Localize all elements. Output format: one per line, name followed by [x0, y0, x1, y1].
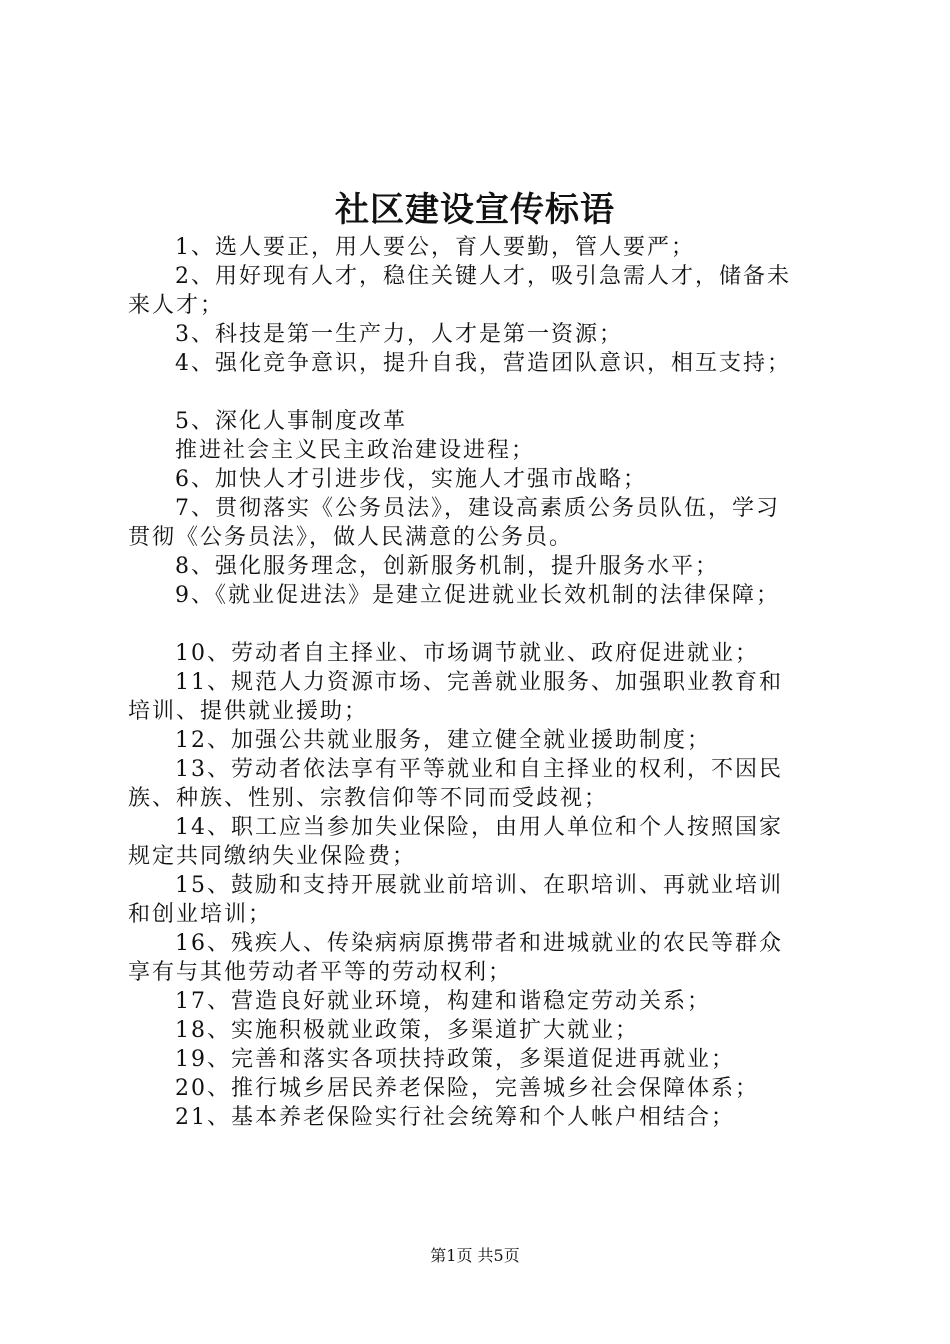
slogan-line: 规定共同缴纳失业保险费； — [128, 844, 417, 869]
slogan-line: 7、贯彻落实《公务员法》，建设高素质公务员队伍，学习 — [175, 496, 780, 521]
slogan-line: 16、残疾人、传染病病原携带者和进城就业的农民等群众 — [175, 931, 783, 956]
slogan-line: 11、规范人力资源市场、完善就业服务、加强职业教育和 — [175, 670, 783, 695]
blank-line — [128, 378, 834, 407]
slogan-list — [128, 233, 834, 1132]
slogan-line: 14、职工应当参加失业保险，由用人单位和个人按照国家 — [175, 815, 783, 840]
slogan-line: 族、种族、性别、宗教信仰等不同而受歧视； — [128, 786, 609, 811]
slogan-line: 推进社会主义民主政治建设进程； — [175, 438, 536, 463]
page-title: 社区建设宣传标语 — [335, 190, 615, 230]
slogan-line: 1、选人要正，用人要公，育人要勤，管人要严； — [175, 235, 695, 260]
slogan-line: 3、科技是第一生产力，人才是第一资源； — [175, 322, 623, 347]
slogan-line: 21、基本养老保险实行社会统筹和个人帐户相结合； — [175, 1105, 735, 1130]
blank-line — [128, 610, 834, 639]
slogan-line: 享有与其他劳动者平等的劳动权利； — [128, 960, 513, 985]
slogan-line: 4、强化竞争意识，提升自我，营造团队意识，相互支持； — [175, 351, 791, 376]
slogan-line: 9、《就业促进法》是建立促进就业长效机制的法律保障； — [175, 583, 780, 608]
slogan-line: 2、用好现有人才，稳住关键人才，吸引急需人才，储备未 — [175, 264, 791, 289]
slogan-line: 12、加强公共就业服务，建立健全就业援助制度； — [175, 728, 711, 753]
slogan-line: 19、完善和落实各项扶持政策，多渠道促进再就业； — [175, 1047, 735, 1072]
slogan-line: 10、劳动者自主择业、市场调节就业、政府促进就业； — [175, 641, 759, 666]
slogan-line: 5、深化人事制度改革 — [175, 409, 407, 434]
slogan-line: 20、推行城乡居民养老保险，完善城乡社会保障体系； — [175, 1076, 759, 1101]
slogan-line: 13、劳动者依法享有平等就业和自主择业的权利，不因民 — [175, 757, 783, 782]
slogan-line: 17、营造良好就业环境，构建和谐稳定劳动关系； — [175, 989, 711, 1014]
slogan-line: 来人才； — [128, 293, 225, 318]
slogan-line: 和创业培训； — [128, 902, 273, 927]
slogan-line: 贯彻《公务员法》，做人民满意的公务员。 — [128, 525, 574, 550]
slogan-line: 8、强化服务理念，创新服务机制，提升服务水平； — [175, 554, 719, 579]
slogan-line: 6、加快人才引进步伐，实施人才强市战略； — [175, 467, 647, 492]
slogan-line: 15、鼓励和支持开展就业前培训、在职培训、再就业培训 — [175, 873, 783, 898]
page-number: 第1页 共5页 — [430, 1246, 520, 1265]
slogan-line: 培训、提供就业援助； — [128, 699, 369, 724]
slogan-line: 18、实施积极就业政策，多渠道扩大就业； — [175, 1018, 639, 1043]
